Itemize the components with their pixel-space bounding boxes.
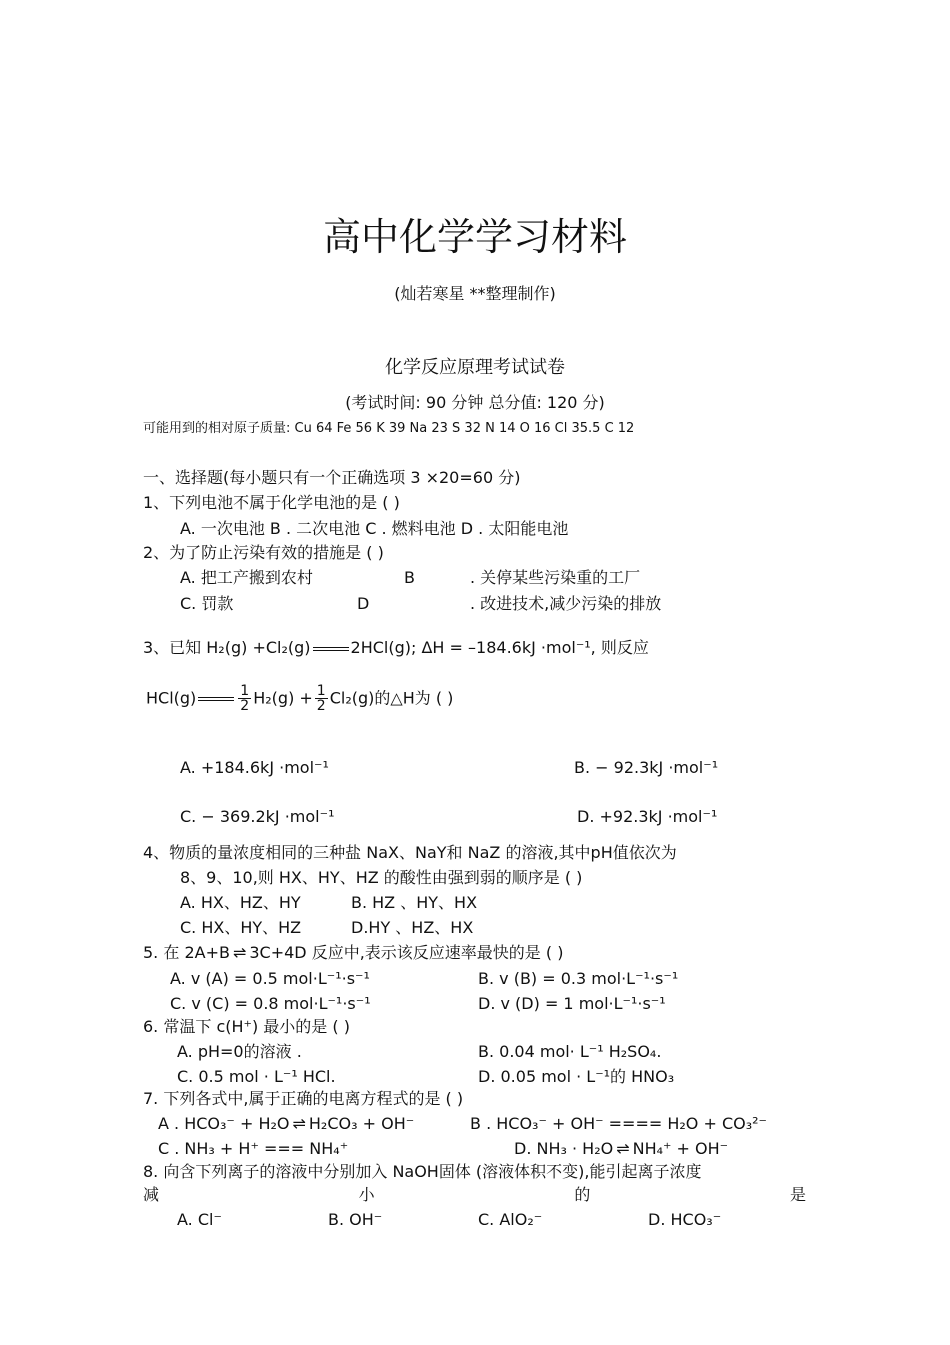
question-4-option-d: D.HY 、HZ、HX — [351, 918, 474, 937]
question-6-stem: 6. 常温下 c(H⁺) 最小的是 ( ) — [143, 1017, 350, 1036]
question-5-option-c: C. v (C) = 0.8 mol·L⁻¹·s⁻¹ — [170, 994, 371, 1013]
fraction-numerator: 1 — [316, 683, 326, 699]
question-8-option-b: B. OH⁻ — [328, 1210, 383, 1229]
question-3-line-2 — [146, 684, 453, 713]
question-7-option-d-right: NH₄⁺ + OH⁻ — [632, 1139, 729, 1158]
question-3-option-b: B. − 92.3kJ ·mol⁻¹ — [574, 758, 719, 777]
question-2-stem: 2、为了防止污染有效的措施是 ( ) — [143, 543, 384, 562]
fraction-denominator: 2 — [316, 698, 326, 714]
question-5-option-a: A. v (A) = 0.5 mol·L⁻¹·s⁻¹ — [170, 969, 370, 988]
question-4-stem: 4、物质的量浓度相同的三种盐 NaX、NaY和 NaZ 的溶液,其中pH值依次为 — [143, 843, 677, 862]
question-5-stem — [143, 945, 563, 961]
question-2-option-b: . 关停某些污染重的工厂 — [470, 568, 641, 587]
question-2-option-d: . 改进技术,减少污染的排放 — [470, 594, 662, 613]
question-3-line-1-left: 3、已知 H₂(g) +Cl₂(g) — [143, 638, 311, 657]
question-1-options: A. 一次电池 B . 二次电池 C . 燃料电池 D . 太阳能电池 — [180, 519, 569, 538]
question-7-option-d — [514, 1141, 728, 1157]
question-8-stem: 8. 向含下列离子的溶液中分别加入 NaOH固体 (溶液体积不变),能引起离子浓度 — [143, 1162, 702, 1181]
equals-sign-icon — [198, 697, 234, 701]
reversible-arrow-icon: ⇌ — [616, 1139, 630, 1158]
question-7-option-c: C . NH₃ + H⁺ === NH₄⁺ — [158, 1139, 349, 1158]
question-2-option-d-letter: D — [357, 594, 370, 613]
question-8-word: 是 — [789, 1185, 806, 1204]
question-8-word: 的 — [574, 1185, 591, 1204]
question-7-option-a — [158, 1116, 414, 1132]
question-5-stem-right: 3C+4D 反应中,表示该反应速率最快的是 ( ) — [249, 943, 564, 962]
question-4-option-a: A. HX、HZ、HY — [180, 893, 301, 912]
question-7-option-a-right: H₂CO₃ + OH⁻ — [308, 1114, 415, 1133]
question-5-option-d: D. v (D) = 1 mol·L⁻¹·s⁻¹ — [478, 994, 666, 1013]
question-5-stem-left: 5. 在 2A+B — [143, 943, 230, 962]
question-8-option-d: D. HCO₃⁻ — [648, 1210, 722, 1229]
fraction-half — [238, 684, 251, 713]
question-7-stem: 7. 下列各式中,属于正确的电离方程式的是 ( ) — [143, 1089, 464, 1108]
question-3-option-a: A. +184.6kJ ·mol⁻¹ — [180, 758, 329, 777]
equals-sign-icon — [313, 647, 349, 651]
question-3-line-2-left: HCl(g) — [146, 688, 197, 708]
fraction-numerator: 1 — [240, 683, 250, 699]
question-6-option-b: B. 0.04 mol· L⁻¹ H₂SO₄. — [478, 1042, 662, 1061]
question-3-line-1 — [143, 640, 649, 656]
question-4-stem-2: 8、9、10,则 HX、HY、HZ 的酸性由强到弱的顺序是 ( ) — [180, 868, 583, 887]
exam-title: 化学反应原理考试试卷 — [385, 357, 565, 378]
question-2-option-a: A. 把工产搬到农村 — [180, 568, 313, 587]
question-2-option-c: C. 罚款 — [180, 594, 234, 613]
question-3-line-2-right: Cl₂(g)的△H为 ( ) — [329, 688, 454, 708]
question-8-option-c: C. AlO₂⁻ — [478, 1210, 543, 1229]
question-5-option-b: B. v (B) = 0.3 mol·L⁻¹·s⁻¹ — [478, 969, 679, 988]
question-8-stem-line-2 — [143, 1187, 806, 1203]
question-7-option-a-left: A . HCO₃⁻ + H₂O — [158, 1114, 290, 1133]
question-3-option-c: C. − 369.2kJ ·mol⁻¹ — [180, 807, 335, 826]
question-6-option-a: A. pH=0的溶液 . — [177, 1042, 302, 1061]
section-heading: 一、选择题(每小题只有一个正确选项 3 ×20=60 分) — [143, 468, 521, 487]
question-3-line-2-mid: H₂(g) + — [253, 688, 313, 708]
question-6-option-d: D. 0.05 mol · L⁻¹的 HNO₃ — [478, 1067, 675, 1086]
question-4-option-b: B. HZ 、HY、HX — [351, 893, 478, 912]
question-3-line-1-right: 2HCl(g); ΔH = –184.6kJ ·mol⁻¹, 则反应 — [350, 638, 649, 657]
document-title: 高中化学学习材料 — [322, 215, 627, 259]
reversible-arrow-icon: ⇌ — [232, 943, 247, 962]
document-subtitle: (灿若寒星 **整理制作) — [394, 284, 556, 303]
question-2-option-b-letter: B — [404, 568, 415, 587]
question-8-word: 小 — [358, 1185, 375, 1204]
question-7-option-b: B . HCO₃⁻ + OH⁻ ==== H₂O + CO₃²⁻ — [470, 1114, 767, 1133]
question-8-word: 减 — [143, 1185, 160, 1204]
exam-info: (考试时间: 90 分钟 总分值: 120 分) — [345, 393, 605, 412]
fraction-half — [315, 684, 328, 713]
fraction-denominator: 2 — [240, 698, 250, 714]
question-8-option-a: A. Cl⁻ — [177, 1210, 222, 1229]
question-1-stem: 1、下列电池不属于化学电池的是 ( ) — [143, 493, 400, 512]
atomic-masses: 可能用到的相对原子质量: Cu 64 Fe 56 K 39 Na 23 S 32 N 14 O 16 Cl 35.5 C 12 — [143, 421, 635, 436]
question-7-option-d-left: D. NH₃ · H₂O — [514, 1139, 614, 1158]
reversible-arrow-icon: ⇌ — [292, 1114, 306, 1133]
question-4-option-c: C. HX、HY、HZ — [180, 918, 302, 937]
question-3-option-d: D. +92.3kJ ·mol⁻¹ — [577, 807, 718, 826]
question-6-option-c: C. 0.5 mol · L⁻¹ HCl. — [177, 1067, 336, 1086]
